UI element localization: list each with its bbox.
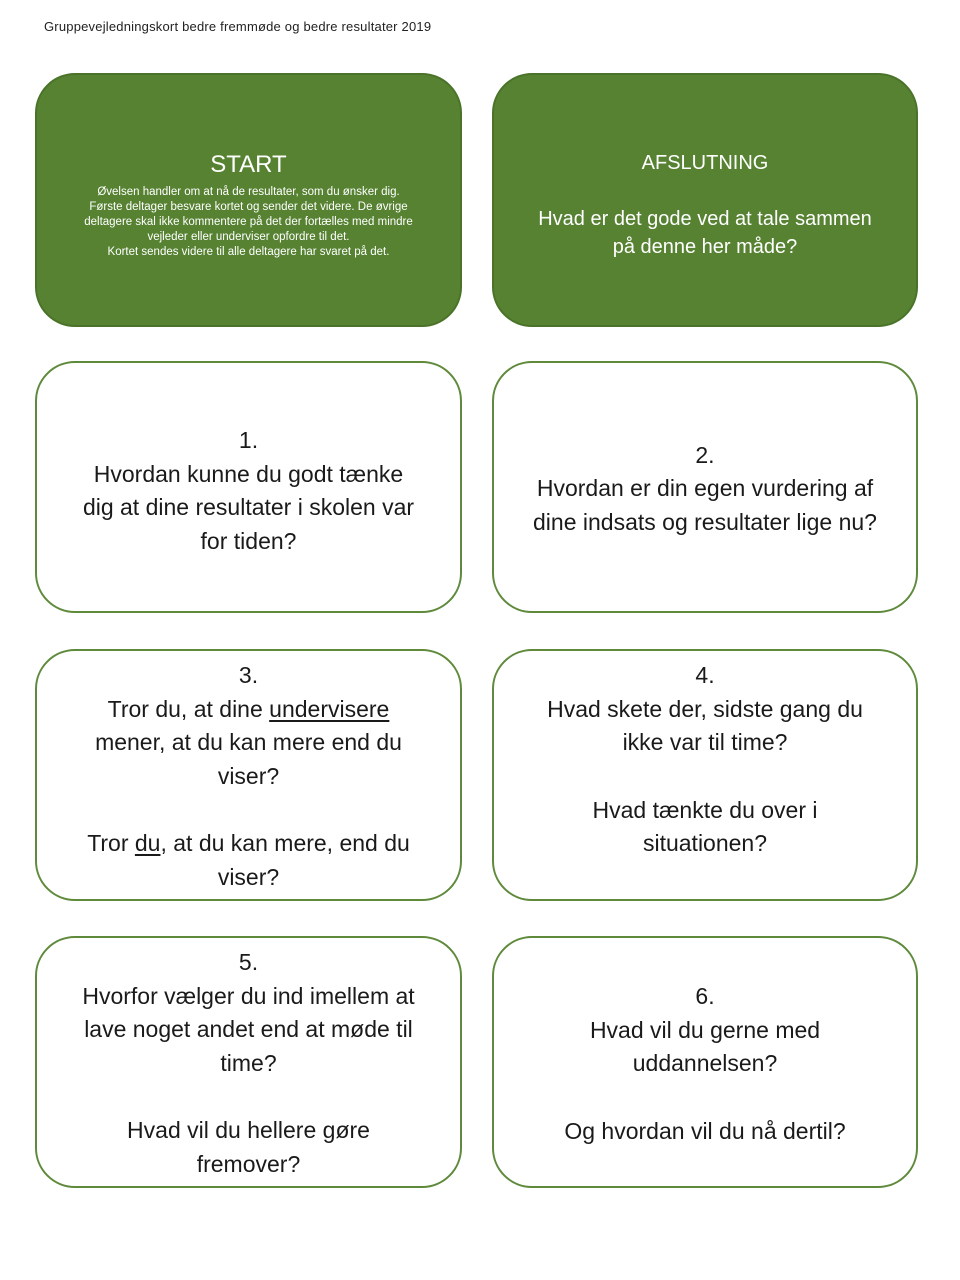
card-number: 6.: [695, 983, 715, 1009]
question-text: [82, 946, 414, 1181]
start-line: deltagere skal ikke kommentere på det der fortælles med mindre: [84, 215, 413, 228]
start-title: START: [210, 150, 287, 178]
question-line: Hvad tænkte du over i: [592, 796, 818, 823]
question-line: Hvordan er din egen vurdering af: [536, 475, 874, 502]
start-line: Første deltager besvare kortet og sender det videre. De øvrige: [89, 200, 408, 213]
question-line: Hvad skete der, sidste gang du: [547, 695, 863, 722]
question-fragment: , at du kan mere, end du: [160, 830, 410, 856]
question-line: viser?: [217, 863, 280, 890]
question-line: Hvorfor vælger du ind imellem at: [82, 982, 415, 1009]
afslutning-line: på denne her måde?: [612, 236, 798, 258]
question-line: time?: [220, 1049, 277, 1076]
document-header: Gruppevejledningskort bedre fremmøde og bedre resultater 2019: [44, 19, 432, 34]
start-instructions: [84, 185, 413, 260]
question-line: situationen?: [642, 830, 768, 856]
start-line: vejleder eller underviser opfordre til det.: [147, 230, 350, 243]
underlined-word: undervisere: [269, 695, 390, 722]
question-line: Og hvordan vil du nå dertil?: [564, 1117, 846, 1144]
spacer: [564, 1081, 845, 1115]
question-card-4: [492, 649, 918, 901]
card-number: 4.: [695, 662, 715, 688]
question-line: lave noget andet end at møde til: [84, 1016, 413, 1042]
question-line: Hvad vil du hellere gøre: [127, 1117, 370, 1143]
question-line: fremover?: [196, 1150, 301, 1177]
question-line: Hvad vil du gerne med: [589, 1016, 821, 1043]
question-line: [87, 693, 410, 727]
card-number: 5.: [238, 949, 259, 975]
question-card-3: [35, 649, 462, 901]
question-line: Hvordan kunne du godt tænke: [93, 460, 404, 487]
spacer: [87, 793, 410, 827]
question-text: [533, 439, 877, 540]
question-text: [87, 659, 410, 894]
start-line: Øvelsen handler om at nå de resultater, som du ønsker dig.: [97, 185, 400, 198]
underlined-word: du: [134, 830, 161, 856]
question-line: ikke var til time?: [622, 729, 788, 755]
question-fragment: Tror du, at dine: [107, 695, 270, 722]
question-line: [87, 827, 410, 861]
question-text: [547, 659, 863, 861]
question-line: dig at dine resultater i skolen var: [82, 494, 415, 520]
question-card-6: [492, 936, 918, 1188]
question-line: viser?: [217, 762, 280, 789]
spacer: [547, 760, 863, 794]
card-start: [35, 73, 462, 327]
question-line: mener, at du kan mere end du: [95, 729, 402, 755]
afslutning-title: AFSLUTNING: [641, 152, 769, 174]
question-card-1: [35, 361, 462, 613]
question-line: for tiden?: [200, 527, 297, 554]
card-afslutning: [492, 73, 918, 327]
question-text: [83, 424, 414, 558]
start-line: Kortet sendes videre til alle deltagere har svaret på det.: [107, 245, 390, 258]
card-number: 1.: [238, 427, 259, 453]
card-number: 2.: [695, 441, 715, 468]
question-line: dine indsats og resultater lige nu?: [533, 508, 877, 535]
card-number: 3.: [238, 662, 259, 688]
spacer: [82, 1080, 414, 1114]
question-fragment: Tror: [87, 830, 135, 856]
afslutning-line: Hvad er det gode ved at tale sammen: [538, 208, 872, 230]
question-card-2: [492, 361, 918, 613]
question-card-5: [35, 936, 462, 1188]
question-line: uddannelsen?: [632, 1050, 778, 1076]
question-text: [564, 980, 845, 1148]
afslutning-question: [538, 205, 872, 261]
